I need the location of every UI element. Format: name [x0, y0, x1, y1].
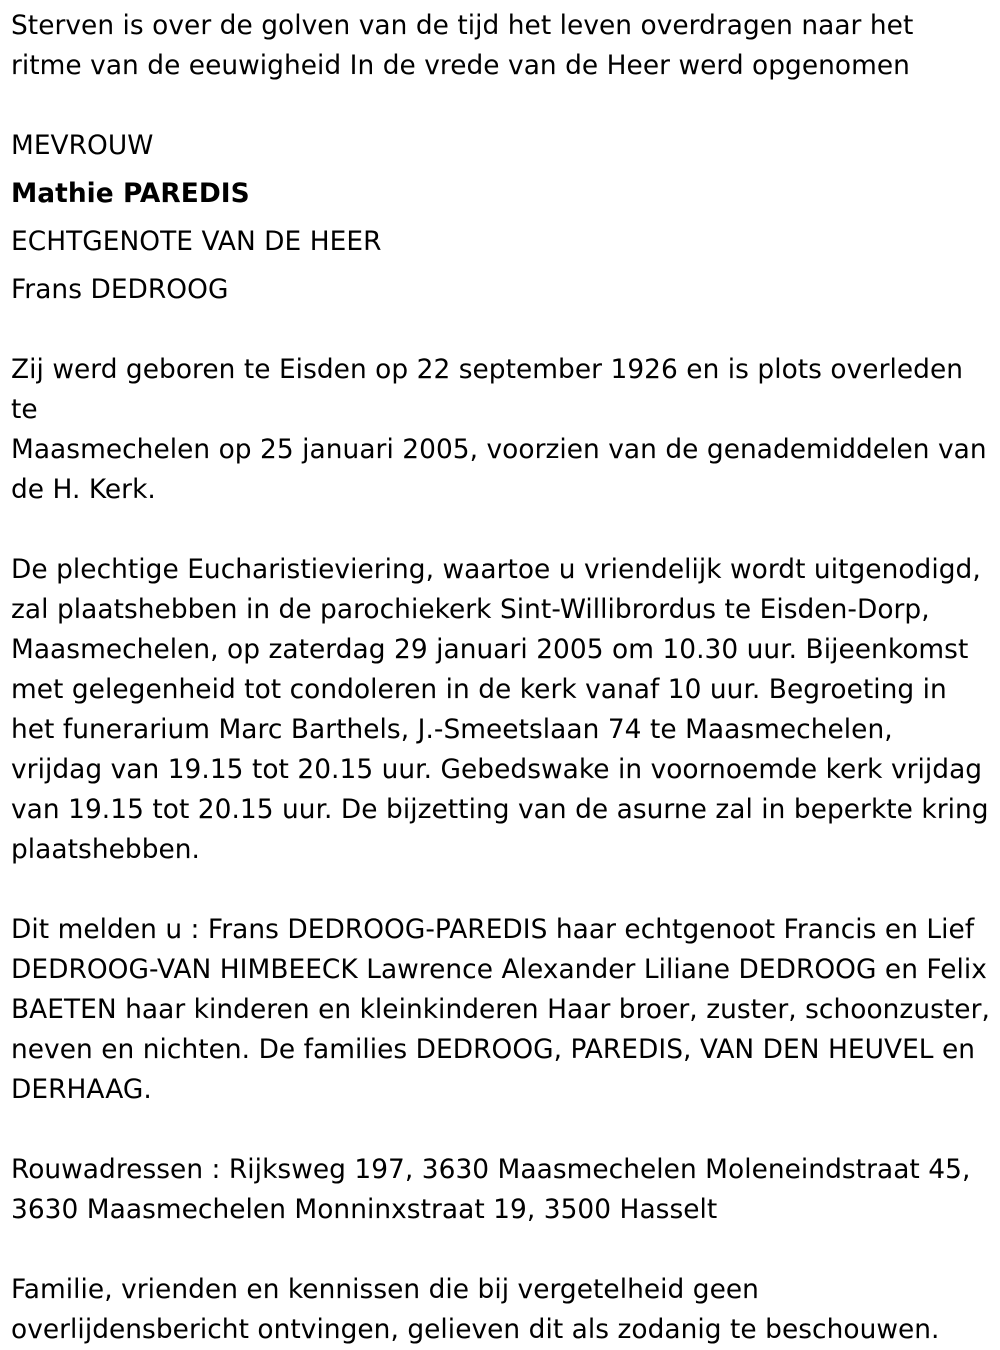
ceremony-line: Maasmechelen, op zaterdag 29 januari 2005 om 10.30 uur. Bijeenkomst	[11, 634, 969, 665]
spouse-name: Frans DEDROOG	[11, 274, 229, 305]
relation-label: ECHTGENOTE VAN DE HEER	[11, 226, 382, 257]
addresses-paragraph	[11, 1150, 996, 1230]
announcement-line: BAETEN haar kinderen en kleinkinderen Haar broer, zuster, schoonzuster,	[11, 994, 990, 1025]
ceremony-line: De plechtige Eucharistieviering, waartoe u vriendelijk wordt uitgenodigd,	[11, 554, 981, 585]
ceremony-paragraph	[11, 550, 996, 870]
announcement-line: DEDROOG-VAN HIMBEECK Lawrence Alexander Liliane DEDROOG en Felix	[11, 954, 987, 985]
ceremony-line: zal plaatshebben in de parochiekerk Sint-Willibrordus te Eisden-Dorp,	[11, 594, 930, 625]
paragraph-gap	[11, 310, 996, 350]
birth-death-line: Zij werd geboren te Eisden op 22 september 1926 en is plots overleden te	[11, 354, 964, 425]
address-line: 3630 Maasmechelen Monninxstraat 19, 3500 Hasselt	[11, 1194, 718, 1225]
obituary-document	[11, 6, 996, 1350]
intro-line: Sterven is over de golven van de tijd het leven overdragen naar het	[11, 10, 914, 41]
intro-line: ritme van de eeuwigheid In de vrede van de Heer werd opgenomen	[11, 50, 910, 81]
ceremony-line: het funerarium Marc Barthels, J.-Smeetslaan 74 te Maasmechelen,	[11, 714, 893, 745]
announcement-line: DERHAAG.	[11, 1074, 152, 1105]
paragraph-gap	[11, 870, 996, 910]
paragraph-gap	[11, 510, 996, 550]
announcement-line: neven en nichten. De families DEDROOG, PAREDIS, VAN DEN HEUVEL en	[11, 1034, 976, 1065]
closing-line: overlijdensbericht ontvingen, gelieven dit als zodanig te beschouwen.	[11, 1314, 940, 1345]
closing-paragraph	[11, 1270, 996, 1350]
announcement-paragraph	[11, 910, 996, 1110]
ceremony-line: met gelegenheid tot condoleren in de kerk vanaf 10 uur. Begroeting in	[11, 674, 947, 705]
birth-death-line: Maasmechelen op 25 januari 2005, voorzien van de genademiddelen van	[11, 434, 987, 465]
paragraph-gap	[11, 1230, 996, 1270]
name-block	[11, 122, 996, 314]
birth-death-line: de H. Kerk.	[11, 474, 156, 505]
ceremony-line: van 19.15 tot 20.15 uur. De bijzetting van de asurne zal in beperkte kring	[11, 794, 989, 825]
paragraph-gap	[11, 86, 996, 126]
birth-death-paragraph	[11, 350, 996, 510]
deceased-name: Mathie PAREDIS	[11, 178, 250, 209]
ceremony-line: plaatshebben.	[11, 834, 200, 865]
address-line: Rouwadressen : Rijksweg 197, 3630 Maasmechelen Moleneindstraat 45,	[11, 1154, 971, 1185]
salutation: MEVROUW	[11, 130, 154, 161]
ceremony-line: vrijdag van 19.15 tot 20.15 uur. Gebedswake in voornoemde kerk vrijdag	[11, 754, 983, 785]
paragraph-gap	[11, 1110, 996, 1150]
closing-line: Familie, vrienden en kennissen die bij vergetelheid geen	[11, 1274, 759, 1305]
intro-paragraph	[11, 6, 996, 86]
announcement-line: Dit melden u : Frans DEDROOG-PAREDIS haar echtgenoot Francis en Lief	[11, 914, 975, 945]
